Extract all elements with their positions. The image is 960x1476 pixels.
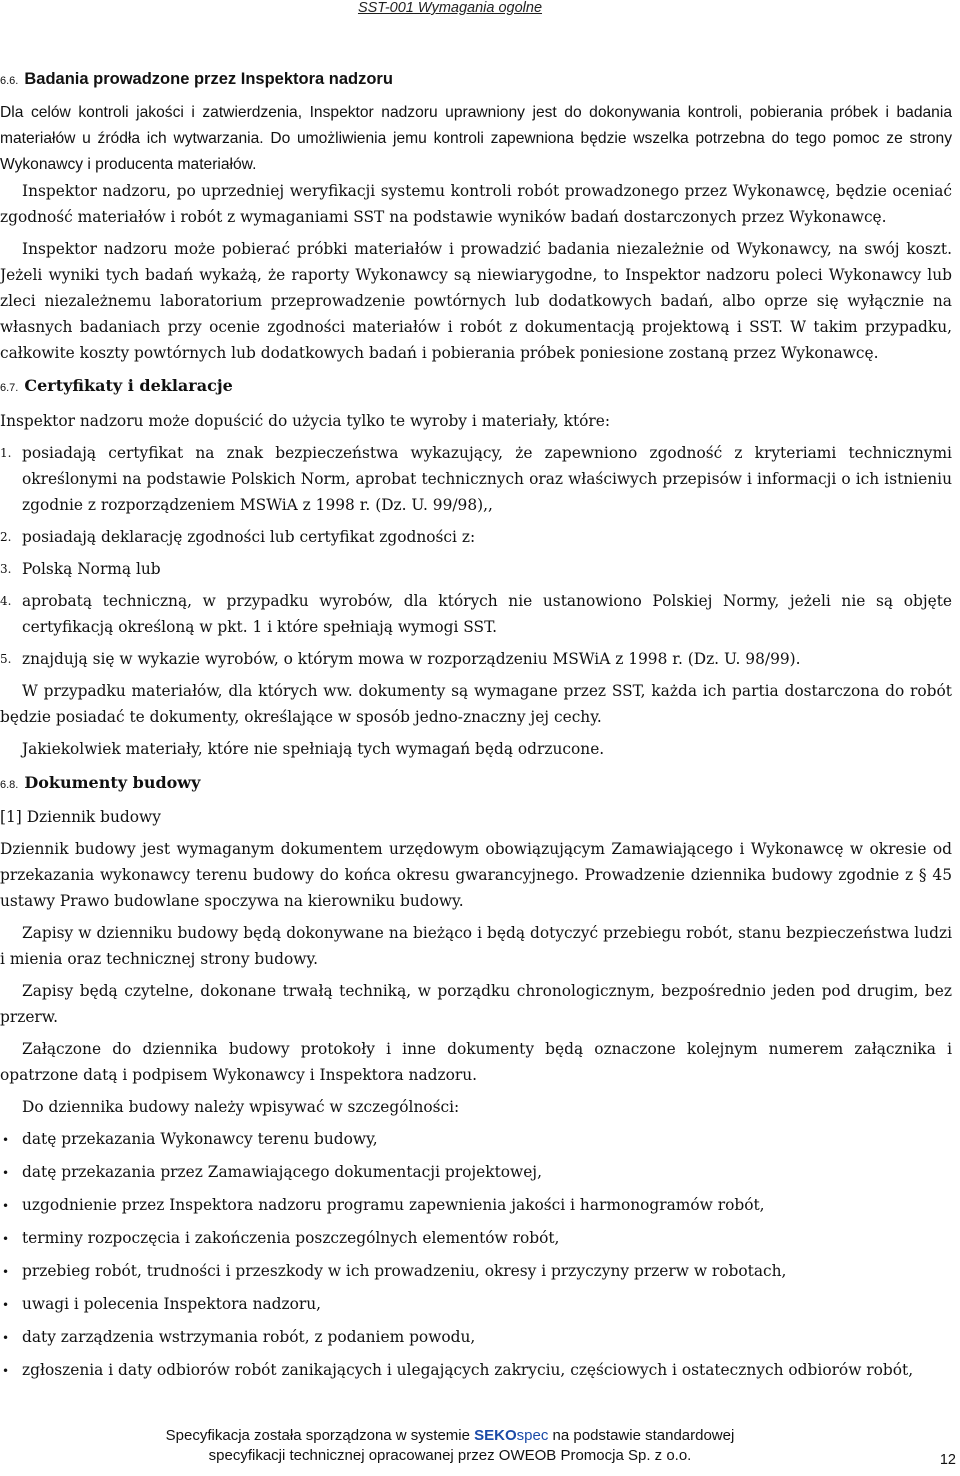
bullet-icon: • xyxy=(2,1232,10,1246)
paragraph: Inspektor nadzoru może pobierać próbki materiałów i prowadzić badania niezależnie od Wykonawcy, na swój koszt. Jeżeli wyniki tych badań wykażą, że raporty Wykonawcy są niewiarygodne, to Inspektor nadzoru poleci Wykonawcy lub zleci niezależnemu laboratorium przeprowadzenie powtórnych lub dodatkowych badań, albo oprze się wyłącznie na własnych badaniach przy ocenie zgodności materiałów i robót z dokumentacją projektową i SST. W takim przypadku, całkowite koszty powtórnych lub dodatkowych badań i pobierania próbek poniesione zostaną przez Wykonawcę. xyxy=(0,240,952,362)
list-item xyxy=(0,1159,952,1186)
running-header: SST-001 Wymagania ogolne xyxy=(357,0,543,16)
section-title: Certyfikaty i deklaracje xyxy=(24,376,233,395)
list-number: 2. xyxy=(0,530,12,544)
list-item xyxy=(0,588,952,640)
bullet-icon: • xyxy=(2,1133,10,1147)
list-number: 4. xyxy=(0,594,12,608)
paragraph: Załączone do dziennika budowy protokoły i inne dokumenty będą oznaczone kolejnym numerem załącznika i opatrzone datą i podpisem Wykonawcy i Inspektora nadzoru. xyxy=(0,1040,952,1084)
list-item xyxy=(0,440,952,518)
section-number: 6.8. xyxy=(0,779,19,791)
list-item xyxy=(0,1324,952,1351)
page-number: 12 xyxy=(939,1452,956,1468)
list-text: aprobatą techniczną, w przypadku wyrobów, dla których nie ustanowiono Polskiej Normy, jeżeli nie są objęte certyfikacją określoną w pkt. 1 i które spełniają wymogi SST. xyxy=(22,592,952,636)
bullet-icon: • xyxy=(2,1331,10,1345)
page-content xyxy=(0,66,952,1384)
footer-line-1 xyxy=(0,1426,900,1446)
list-text: posiadają deklarację zgodności lub certyfikat zgodności z: xyxy=(22,528,476,546)
list-text: zgłoszenia i daty odbiorów robót zanikających i ulegających zakryciu, częściowych i ostatecznych odbiorów robót, xyxy=(22,1361,914,1379)
list-text: znajdują się w wykazie wyrobów, o którym mowa w rozporządzeniu MSWiA z 1998 r. (Dz. U. 98/99). xyxy=(22,650,801,668)
section-title: Dokumenty budowy xyxy=(24,773,201,792)
section-title: Badania prowadzone przez Inspektora nadzoru xyxy=(24,70,393,88)
bullet-icon: • xyxy=(2,1298,10,1312)
paragraph: Dla celów kontroli jakości i zatwierdzenia, Inspektor nadzoru uprawniony jest do dokonywania kontroli, pobierania próbek i badania materiałów u źródła ich wytwarzania. Do umożliwienia jemu kontroli zapewniona będzie wszelka potrzebna do tego pomoc ze strony Wykonawcy i producenta materiałów. xyxy=(0,104,952,173)
section-heading-6-8 xyxy=(0,770,952,798)
bullet-icon: • xyxy=(2,1265,10,1279)
page-footer xyxy=(0,1426,900,1466)
list-item xyxy=(0,1357,952,1384)
list-text: datę przekazania Wykonawcy terenu budowy, xyxy=(22,1130,378,1148)
list-item xyxy=(0,1192,952,1219)
list-text: posiadają certyfikat na znak bezpieczeństwa wykazujący, że zapewniono zgodność z kryteriami technicznymi określonymi na podstawie Polskich Norm, aprobat technicznych oraz właściwych przepisów i informacji o ich istnieniu zgodnie z rozporządzeniem MSWiA z 1998 r. (Dz. U. 99/98),, xyxy=(22,444,952,514)
paragraph: Dziennik budowy jest wymaganym dokumentem urzędowym obowiązującym Zamawiającego i Wykonawcę w okresie od przekazania wykonawcy terenu budowy do końca okresu gwarancyjnego. Prowadzenie dziennika budowy zgodnie z § 45 ustawy Prawo budowlane spoczywa na kierowniku budowy. xyxy=(0,840,952,910)
list-item xyxy=(0,1258,952,1285)
paragraph: Do dziennika budowy należy wpisywać w szczególności: xyxy=(22,1098,460,1116)
list-item xyxy=(0,1225,952,1252)
list-item xyxy=(0,646,952,672)
footer-line-2: specyfikacji technicznej opracowanej przez OWEOB Promocja Sp. z o.o. xyxy=(208,1447,692,1464)
paragraph: Jakiekolwiek materiały, które nie spełniają tych wymagań będą odrzucone. xyxy=(22,740,605,758)
list-number: 1. xyxy=(0,446,12,460)
list-number: 3. xyxy=(0,562,12,576)
list-item xyxy=(0,524,952,550)
list-text: Polską Normą lub xyxy=(22,560,161,578)
paragraph: Zapisy będą czytelne, dokonane trwałą techniką, w porządku chronologicznym, bezpośrednio jeden pod drugim, bez przerw. xyxy=(0,982,952,1026)
paragraph: Zapisy w dzienniku budowy będą dokonywane na bieżąco i będą dotyczyć przebiegu robót, stanu bezpieczeństwa ludzi i mienia oraz technicznej strony budowy. xyxy=(0,924,952,968)
bullet-icon: • xyxy=(2,1199,10,1213)
paragraph: Inspektor nadzoru może dopuścić do użycia tylko te wyroby i materiały, które: xyxy=(0,412,611,430)
brand-logo-seko: SEKO xyxy=(474,1427,517,1444)
paragraph: W przypadku materiałów, dla których ww. dokumenty są wymagane przez SST, każda ich partia dostarczona do robót będzie posiadać te dokumenty, określające w sposób jedno-znaczny jej cechy. xyxy=(0,682,952,726)
section-number: 6.7. xyxy=(0,382,19,394)
section-heading-6-6 xyxy=(0,66,952,94)
list-text: uwagi i polecenia Inspektora nadzoru, xyxy=(22,1295,322,1313)
list-number: 5. xyxy=(0,652,12,666)
list-text: datę przekazania przez Zamawiającego dokumentacji projektowej, xyxy=(22,1163,542,1181)
list-item xyxy=(0,1126,952,1153)
footer-text: na podstawie standardowej xyxy=(552,1427,735,1444)
bullet-list xyxy=(0,1126,952,1384)
list-text: terminy rozpoczęcia i zakończenia poszczególnych elementów robót, xyxy=(22,1229,560,1247)
subsection-title: [1] Dziennik budowy xyxy=(0,808,161,826)
footer-text: Specyfikacja została sporządzona w systemie xyxy=(165,1427,470,1444)
list-text: daty zarządzenia wstrzymania robót, z podaniem powodu, xyxy=(22,1328,476,1346)
list-text: przebieg robót, trudności i przeszkody w ich prowadzeniu, okresy i przyczyny przerw w robotach, xyxy=(22,1262,787,1280)
list-item xyxy=(0,1291,952,1318)
bullet-icon: • xyxy=(2,1364,10,1378)
section-heading-6-7 xyxy=(0,373,952,401)
list-item xyxy=(0,556,952,582)
bullet-icon: • xyxy=(2,1166,10,1180)
section-number: 6.6. xyxy=(0,75,19,87)
brand-logo-spec: spec xyxy=(516,1427,549,1444)
list-text: uzgodnienie przez Inspektora nadzoru programu zapewnienia jakości i harmonogramów robót, xyxy=(22,1196,765,1214)
paragraph: Inspektor nadzoru, po uprzedniej weryfikacji systemu kontroli robót prowadzonego przez Wykonawcę, będzie oceniać zgodność materiałów i robót z wymaganiami SST na podstawie wyników badań dostarczonych przez Wykonawcę. xyxy=(0,182,952,226)
